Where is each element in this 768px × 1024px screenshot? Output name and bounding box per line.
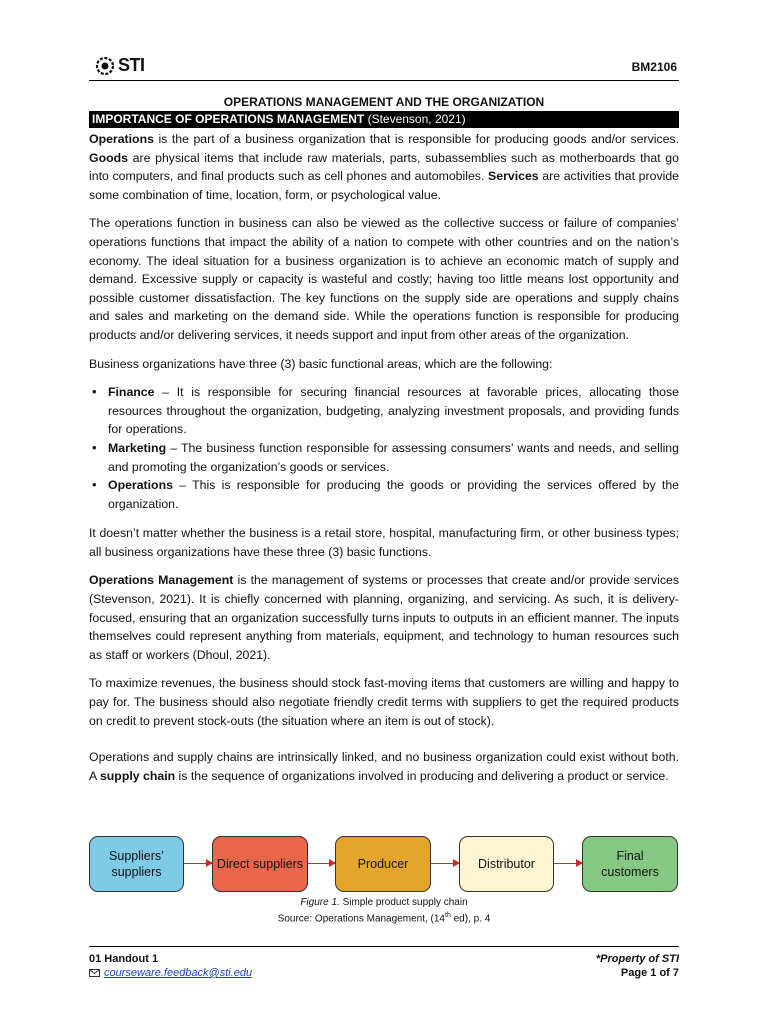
node-direct-suppliers xyxy=(212,836,308,892)
header-divider xyxy=(89,80,679,81)
list-item-text: – The business function responsible for assessing consumers’ wants and needs, and selling and promoting the organization’s goods or services. xyxy=(108,440,679,474)
paragraph-functional-areas: Business organizations have three (3) basic functional areas, which are the following: xyxy=(89,356,553,371)
list-item xyxy=(108,383,679,439)
figure-text: Simple product supply chain xyxy=(339,897,468,908)
paragraph-operations-definition xyxy=(89,130,679,204)
paragraph-text: are physical items that include raw materials, parts, subassemblies such as motherboards that go into computers, and final products such as cell phones and automobiles. xyxy=(89,150,679,184)
figure-caption xyxy=(89,896,679,925)
footer-right xyxy=(596,952,679,980)
property-label: *Property of STI xyxy=(595,953,679,965)
list-item-text: – This is responsible for producing the goods or providing the services offered by the organization. xyxy=(108,478,679,511)
list-item-term: Finance xyxy=(108,385,155,400)
paragraph-text: is the sequence of organizations involved in producing and delivering a product or service. xyxy=(175,768,669,783)
source-text: Source: Operations Management, (14 xyxy=(277,913,445,925)
node-suppliers-suppliers xyxy=(89,836,184,892)
sti-logo xyxy=(94,55,145,76)
node-label: Producer xyxy=(357,857,409,871)
supply-chain-diagram xyxy=(89,836,679,892)
node-producer xyxy=(335,836,431,892)
node-label: Direct suppliers xyxy=(216,857,304,871)
figure-number: Figure 1. xyxy=(300,897,340,908)
figure-title xyxy=(89,896,679,909)
footer-left xyxy=(89,952,252,980)
sti-globe-icon xyxy=(94,56,116,76)
arrow-right xyxy=(431,863,459,864)
section-heading-bar xyxy=(89,111,679,128)
figure-source xyxy=(89,909,679,925)
term-supply-chain: supply chain xyxy=(99,768,176,783)
node-label: Suppliers’ suppliers xyxy=(109,849,164,879)
node-label: Final customers xyxy=(601,849,659,879)
paragraph-maximize-revenues: To maximize revenues, the business should stock fast-moving items that customers are willing and happy to pay for. The business should also negotiate friendly credit terms with suppliers to get the required products on credit to prevent stock-outs (the situation where an item is out of stock). xyxy=(89,676,679,728)
body-text xyxy=(89,130,679,795)
arrow-right xyxy=(554,863,582,864)
paragraph-operations-management xyxy=(89,571,679,664)
mail-icon xyxy=(89,969,100,977)
paragraph-text: is the part of a business organization that is responsible for producing goods and/or services. xyxy=(153,132,679,146)
arrow-right xyxy=(184,863,212,864)
section-heading: IMPORTANCE OF OPERATIONS MANAGEMENT xyxy=(92,112,365,126)
feedback-email-link[interactable]: courseware.feedback@sti.edu xyxy=(104,967,253,979)
paragraph-text: is the management of systems or processes that create and/or provide services (Stevenson, 2021). It is chiefly concerned with planning, organizing, and servicing. As such, it is delivery-focused, ensuring that an organization successfully turns inputs to outputs in an efficient manner. The inputs themselves could represent anything from materials, equipment, and technology to human resources such as staff or workers (Dhoul, 2021). xyxy=(89,573,679,662)
node-label: Distributor xyxy=(478,857,535,871)
email-row xyxy=(89,966,252,980)
paragraph-text: are activities that provide some combination of time, location, form, or psychological value. xyxy=(89,169,680,202)
handout-label: 01 Handout 1 xyxy=(89,953,159,965)
paragraph-all-businesses: It doesn’t matter whether the business is a retail store, hospital, manufacturing firm, or other business types; all business organizations have these three (3) basic functions. xyxy=(89,526,679,559)
term-services: Services xyxy=(488,169,539,184)
document-code: BM2106 xyxy=(631,60,677,74)
term-operations: Operations xyxy=(89,132,154,146)
list-item xyxy=(108,476,679,513)
section-source: (Stevenson, 2021) xyxy=(367,112,466,126)
paragraph-operations-function: The operations function in business can also be viewed as the collective success or failure of companies’ operations functions that impact the ability of a nation to compete with other countries and on the nation’s economy. The ideal situation for a business organization is to achieve an economic match of supply and demand. Excessive supply or capacity is wasteful and costly; having too little means lost opportunity and possible customer dissatisfaction. The key functions on the supply side are operations and supply chains and sales and marketing on the demand side. While the operations function is responsible for producing products and/or delivering services, it needs support and input from other areas of the organization. xyxy=(89,216,679,342)
node-final-customers xyxy=(582,836,678,892)
list-item-term: Marketing xyxy=(108,440,167,455)
source-text: ed), p. 4 xyxy=(450,913,491,925)
list-item xyxy=(108,439,679,476)
list-item-text: – It is responsible for securing financial resources at favorable prices, allocating those resources throughout the organization, budgeting, analyzing investment proposals, and providing funds for operations. xyxy=(108,385,679,437)
paragraph-text: Operations and supply chains are intrinsically linked, and no business organization could exist without both. A xyxy=(89,750,679,783)
page-title: OPERATIONS MANAGEMENT AND THE ORGANIZATION xyxy=(223,95,545,109)
term-operations-management: Operations Management xyxy=(89,573,234,588)
list-item-term: Operations xyxy=(108,478,173,493)
footer-divider xyxy=(89,946,679,947)
functional-areas-list xyxy=(89,383,679,513)
page-number: Page 1 of 7 xyxy=(620,967,679,979)
term-goods: Goods xyxy=(89,150,128,165)
arrow-right xyxy=(308,863,335,864)
source-superscript: th xyxy=(445,912,451,919)
node-distributor xyxy=(459,836,554,892)
logo-text: STI xyxy=(118,55,145,75)
paragraph-supply-chain xyxy=(89,748,679,785)
